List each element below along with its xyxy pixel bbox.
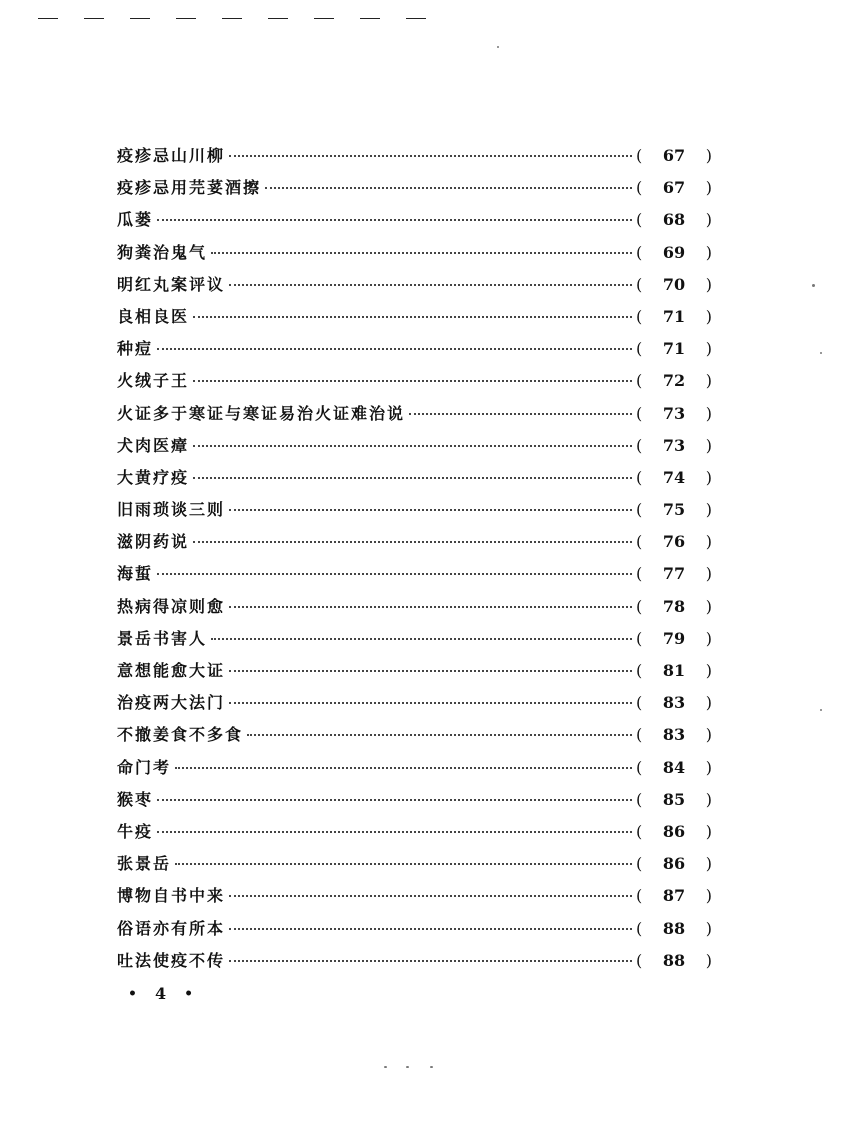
close-bracket: ) bbox=[705, 854, 712, 874]
dot-leader bbox=[193, 445, 632, 447]
toc-entry-title: 良相良医 bbox=[117, 306, 190, 326]
toc-entry-title: 犬肉医瘴 bbox=[117, 435, 190, 455]
open-bracket: ( bbox=[636, 274, 643, 294]
toc-entry-page: 69 bbox=[662, 242, 686, 262]
toc-entry-page: 73 bbox=[662, 403, 686, 423]
toc-entry bbox=[117, 594, 712, 626]
toc-entry bbox=[117, 819, 712, 851]
toc-entry-page: 67 bbox=[662, 146, 686, 165]
close-bracket: ) bbox=[705, 274, 712, 294]
toc-entry-page: 73 bbox=[662, 435, 686, 455]
footer-bullet-icon: • bbox=[128, 985, 137, 1002]
toc-entry-page: 83 bbox=[662, 693, 686, 713]
open-bracket: ( bbox=[636, 886, 643, 906]
dot-leader bbox=[157, 831, 632, 833]
toc-entry bbox=[117, 626, 712, 658]
open-bracket: ( bbox=[636, 918, 643, 938]
toc-entry-title: 治疫两大法门 bbox=[117, 693, 226, 713]
close-bracket: ) bbox=[705, 210, 712, 230]
dot-leader bbox=[193, 477, 632, 479]
close-bracket: ) bbox=[705, 435, 712, 455]
dash bbox=[406, 18, 426, 19]
open-bracket: ( bbox=[636, 467, 643, 487]
dot-leader bbox=[229, 702, 632, 704]
close-bracket: ) bbox=[705, 371, 712, 391]
toc-entry bbox=[117, 497, 712, 529]
dot-leader bbox=[229, 670, 632, 672]
toc-entry-title: 火绒子王 bbox=[117, 371, 190, 391]
open-bracket: ( bbox=[636, 339, 643, 359]
scan-speck bbox=[820, 352, 822, 354]
toc-entry-page: 84 bbox=[662, 757, 686, 777]
toc-entry-title: 命门考 bbox=[117, 757, 172, 777]
dot-leader bbox=[229, 606, 632, 608]
open-bracket: ( bbox=[636, 757, 643, 777]
toc-entry-title: 俗语亦有所本 bbox=[117, 918, 226, 938]
close-bracket: ) bbox=[705, 950, 712, 970]
close-bracket: ) bbox=[705, 596, 712, 616]
dot-leader bbox=[229, 895, 632, 897]
open-bracket: ( bbox=[636, 435, 643, 455]
dash bbox=[84, 18, 104, 19]
toc-entry bbox=[117, 175, 712, 207]
toc-entry-title: 大黄疗疫 bbox=[117, 467, 190, 487]
close-bracket: ) bbox=[705, 564, 712, 584]
close-bracket: ) bbox=[705, 886, 712, 906]
close-bracket: ) bbox=[705, 339, 712, 359]
toc-entry-title: 景岳书害人 bbox=[117, 628, 208, 648]
dot-leader bbox=[175, 863, 632, 865]
toc-entry bbox=[117, 529, 712, 561]
toc-entry-title: 吐法使疫不传 bbox=[117, 950, 226, 970]
toc-entry-title: 明红丸案评议 bbox=[117, 274, 226, 294]
toc-entry bbox=[117, 916, 712, 948]
toc-entry-page: 74 bbox=[662, 467, 686, 487]
toc-entry-page: 75 bbox=[662, 500, 686, 520]
toc-entry bbox=[117, 433, 712, 465]
toc-entry-title: 牛疫 bbox=[117, 821, 154, 841]
close-bracket: ) bbox=[705, 532, 712, 552]
toc-entry-page: 88 bbox=[662, 918, 686, 938]
header-rule bbox=[38, 18, 426, 19]
dash bbox=[360, 18, 380, 19]
close-bracket: ) bbox=[705, 725, 712, 745]
close-bracket: ) bbox=[705, 242, 712, 262]
toc-entry-page: 83 bbox=[662, 725, 686, 745]
toc-entry bbox=[117, 722, 712, 754]
scan-speck bbox=[406, 1066, 409, 1068]
dot-leader bbox=[157, 799, 632, 801]
dot-leader bbox=[175, 767, 632, 769]
dash bbox=[176, 18, 196, 19]
dash bbox=[222, 18, 242, 19]
toc-entry-page: 85 bbox=[662, 789, 686, 809]
dot-leader bbox=[229, 155, 632, 157]
toc-entry bbox=[117, 465, 712, 497]
toc-entry-page: 87 bbox=[662, 886, 686, 906]
toc-entry-page: 72 bbox=[662, 371, 686, 391]
open-bracket: ( bbox=[636, 532, 643, 552]
open-bracket: ( bbox=[636, 821, 643, 841]
toc-entry-title: 狗粪治鬼气 bbox=[117, 242, 208, 262]
toc-entry-title: 博物自书中来 bbox=[117, 886, 226, 906]
close-bracket: ) bbox=[705, 628, 712, 648]
toc-entry-title: 张景岳 bbox=[117, 854, 172, 874]
dot-leader bbox=[409, 413, 632, 415]
toc-entry-title: 滋阴药说 bbox=[117, 532, 190, 552]
toc-entry-title: 疫疹忌山川柳 bbox=[117, 146, 226, 165]
toc-entry-page: 71 bbox=[662, 306, 686, 326]
close-bracket: ) bbox=[705, 918, 712, 938]
dot-leader bbox=[193, 380, 632, 382]
toc-entry bbox=[117, 658, 712, 690]
toc-entry-page: 68 bbox=[662, 210, 686, 230]
scan-speck bbox=[812, 284, 815, 287]
dot-leader bbox=[193, 541, 632, 543]
toc-entry bbox=[117, 207, 712, 239]
toc-entry-page: 67 bbox=[662, 178, 686, 198]
open-bracket: ( bbox=[636, 500, 643, 520]
toc-entry-title: 不撤姜食不多食 bbox=[117, 725, 244, 745]
toc-entry-page: 86 bbox=[662, 854, 686, 874]
dot-leader bbox=[193, 316, 632, 318]
close-bracket: ) bbox=[705, 500, 712, 520]
toc-entry bbox=[117, 336, 712, 368]
dot-leader bbox=[229, 928, 632, 930]
open-bracket: ( bbox=[636, 564, 643, 584]
dot-leader bbox=[265, 187, 632, 189]
close-bracket: ) bbox=[705, 757, 712, 777]
open-bracket: ( bbox=[636, 306, 643, 326]
toc-entry bbox=[117, 851, 712, 883]
open-bracket: ( bbox=[636, 146, 643, 165]
footer-bullet-icon: • bbox=[184, 985, 194, 1002]
open-bracket: ( bbox=[636, 178, 643, 198]
open-bracket: ( bbox=[636, 628, 643, 648]
open-bracket: ( bbox=[636, 371, 643, 391]
close-bracket: ) bbox=[705, 178, 712, 198]
toc-entry bbox=[117, 401, 712, 433]
dash bbox=[268, 18, 288, 19]
dash bbox=[314, 18, 334, 19]
toc-entry bbox=[117, 787, 712, 819]
toc-entry bbox=[117, 240, 712, 272]
toc-entry-page: 77 bbox=[662, 564, 686, 584]
toc-entry-title: 热病得凉则愈 bbox=[117, 596, 226, 616]
open-bracket: ( bbox=[636, 950, 643, 970]
table-of-contents bbox=[117, 143, 712, 980]
close-bracket: ) bbox=[705, 467, 712, 487]
toc-entry bbox=[117, 304, 712, 336]
scan-speck bbox=[497, 46, 499, 48]
toc-entry-title: 海蜇 bbox=[117, 564, 154, 584]
close-bracket: ) bbox=[705, 821, 712, 841]
toc-entry-title: 瓜蒌 bbox=[117, 210, 154, 230]
toc-entry-page: 71 bbox=[662, 339, 686, 359]
close-bracket: ) bbox=[705, 403, 712, 423]
toc-entry bbox=[117, 272, 712, 304]
toc-entry-title: 疫疹忌用芫荽酒擦 bbox=[117, 178, 262, 198]
dot-leader bbox=[157, 348, 632, 350]
toc-entry bbox=[117, 948, 712, 980]
open-bracket: ( bbox=[636, 661, 643, 680]
dot-leader bbox=[229, 509, 632, 511]
page-number: 4 bbox=[154, 984, 167, 1003]
toc-entry-title: 猴枣 bbox=[117, 789, 154, 809]
close-bracket: ) bbox=[705, 306, 712, 326]
dash bbox=[38, 18, 58, 19]
toc-entry-page: 78 bbox=[662, 596, 686, 616]
open-bracket: ( bbox=[636, 725, 643, 745]
scan-speck bbox=[384, 1066, 387, 1068]
toc-entry-page: 79 bbox=[662, 628, 686, 648]
close-bracket: ) bbox=[705, 146, 712, 165]
toc-entry-page: 81 bbox=[662, 661, 686, 680]
toc-entry bbox=[117, 883, 712, 915]
dot-leader bbox=[157, 219, 632, 221]
dot-leader bbox=[211, 638, 632, 640]
open-bracket: ( bbox=[636, 242, 643, 262]
toc-entry bbox=[117, 143, 712, 175]
open-bracket: ( bbox=[636, 596, 643, 616]
toc-entry-title: 意想能愈大证 bbox=[117, 661, 226, 680]
close-bracket: ) bbox=[705, 789, 712, 809]
dot-leader bbox=[229, 284, 632, 286]
toc-entry-title: 旧雨琐谈三则 bbox=[117, 500, 226, 520]
dot-leader bbox=[157, 573, 632, 575]
toc-entry-title: 种痘 bbox=[117, 339, 154, 359]
toc-entry-page: 76 bbox=[662, 532, 686, 552]
dot-leader bbox=[229, 960, 632, 962]
toc-entry-page: 88 bbox=[662, 950, 686, 970]
close-bracket: ) bbox=[705, 661, 712, 680]
toc-entry-page: 86 bbox=[662, 821, 686, 841]
dash bbox=[130, 18, 150, 19]
dot-leader bbox=[247, 734, 632, 736]
scan-speck bbox=[820, 709, 822, 711]
toc-entry bbox=[117, 690, 712, 722]
toc-entry-title: 火证多于寒证与寒证易治火证难治说 bbox=[117, 403, 406, 423]
open-bracket: ( bbox=[636, 403, 643, 423]
page-footer bbox=[128, 984, 193, 1003]
scan-speck bbox=[430, 1066, 433, 1068]
open-bracket: ( bbox=[636, 693, 643, 713]
open-bracket: ( bbox=[636, 854, 643, 874]
dot-leader bbox=[211, 252, 632, 254]
close-bracket: ) bbox=[705, 693, 712, 713]
toc-entry bbox=[117, 368, 712, 400]
toc-entry bbox=[117, 561, 712, 593]
open-bracket: ( bbox=[636, 210, 643, 230]
toc-entry bbox=[117, 755, 712, 787]
toc-entry-page: 70 bbox=[662, 274, 686, 294]
open-bracket: ( bbox=[636, 789, 643, 809]
